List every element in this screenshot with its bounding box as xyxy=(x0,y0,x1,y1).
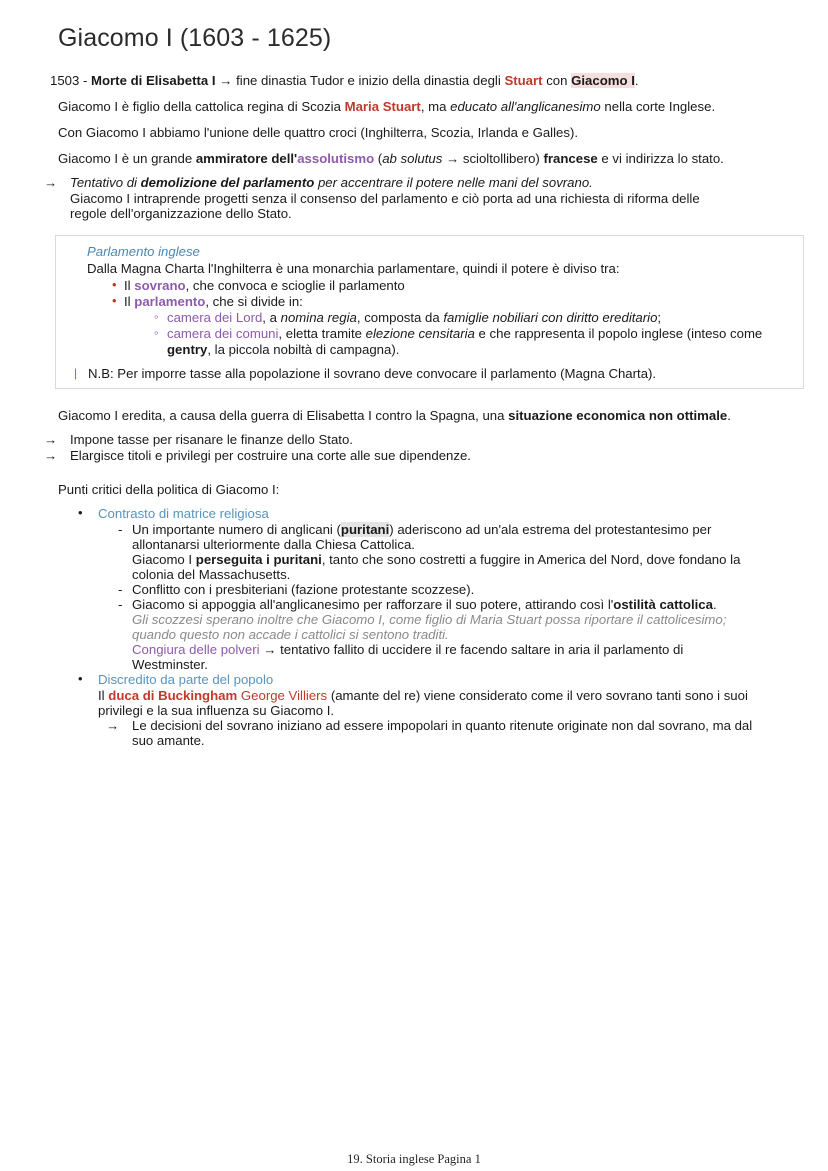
absolutism-arrow: → xyxy=(442,151,463,166)
parlamento-pre: Il xyxy=(124,294,135,309)
con-text: con xyxy=(542,73,572,88)
massachusetts-line: colonia del Massachusetts. xyxy=(132,567,291,582)
persecution-line xyxy=(0,552,828,567)
year-label: 1503 - xyxy=(50,73,88,88)
nb-note xyxy=(74,366,793,381)
absolutism-paren-close: ) xyxy=(535,151,544,166)
perseguita-bold: perseguita i puritani xyxy=(195,552,322,567)
anglicanesimo-italic: educato all'anglicanesimo xyxy=(450,99,601,114)
francese-bold: francese xyxy=(543,151,598,166)
arrow-1: → xyxy=(219,73,233,88)
religious-contrast-label: Contrasto di matrice religiosa xyxy=(98,506,269,521)
duca-buckingham-keyword: duca di Buckingham xyxy=(108,688,238,703)
arrow-icon: → xyxy=(44,448,58,463)
parliament-note-box xyxy=(55,235,804,389)
list-item xyxy=(0,522,828,537)
giacomo-highlight: Giacomo I xyxy=(571,73,635,88)
absolutism-paren-open: ( xyxy=(374,151,383,166)
arrow-icon: → xyxy=(106,718,120,733)
ostilita-cattolica-bold: ostilità cattolica xyxy=(613,597,713,612)
gunpowder-plot-line xyxy=(0,642,828,657)
projects-line-2: regole dell'organizzazione dello Stato. xyxy=(70,206,292,221)
maria-post-text: nella corte Inglese. xyxy=(600,99,716,114)
titles-text: Elargisce titoli e privilegi per costruire una corte alle sue dipendenze. xyxy=(70,448,471,463)
plot-text: tentativo fallito di uccidere il re facendo saltare in aria il parlamento di xyxy=(280,642,684,657)
death-elizabeth-label: Morte di Elisabetta I xyxy=(91,73,216,88)
list-item xyxy=(112,294,793,309)
maria-stuart-keyword: Maria Stuart xyxy=(344,99,421,114)
nomina-regia-italic: nomina regia xyxy=(280,310,357,325)
absolutism-pre: Giacomo I è un grande xyxy=(58,151,196,166)
situazione-economica-bold: situazione economica non ottimale xyxy=(508,408,728,423)
sovrano-pre: Il xyxy=(124,278,135,293)
puritani-pre: Un importante numero di anglicani ( xyxy=(132,522,341,537)
economy-post: . xyxy=(727,408,731,423)
puritani-highlight: puritani xyxy=(340,522,390,537)
buckingham-pre: Il xyxy=(98,688,109,703)
stuart-keyword: Stuart xyxy=(504,73,543,88)
page-footer: 19. Storia inglese Pagina 1 xyxy=(347,1152,481,1166)
george-villiers-name: George Villiers xyxy=(237,688,328,703)
list-item-religious-contrast xyxy=(0,506,828,521)
puritani-post: ) aderiscono ad un'ala estrema del protestantesimo per xyxy=(389,522,712,537)
plot-arrow: → xyxy=(259,642,281,657)
arrow-icon: → xyxy=(44,432,58,447)
camera-comuni-keyword: camera dei comuni xyxy=(167,326,279,341)
maria-mid-text: , ma xyxy=(420,99,451,114)
notes-body xyxy=(0,73,828,748)
absolutism-post: e vi indirizza lo stato. xyxy=(597,151,724,166)
list-item: - Conflitto con i presbiteriani (fazione protestante scozzese). xyxy=(0,582,828,597)
gentry-rest: , la piccola nobiltà di campagna). xyxy=(207,342,400,357)
privilegi-line: privilegi e la sua influenza su Giacomo I. xyxy=(98,703,335,718)
magna-charta-lead: Dalla Magna Charta l'Inghilterra è una monarchia parlamentare, quindi il potere è diviso tra: xyxy=(87,261,620,276)
scots-note-line-1: Gli scozzesi sperano inoltre che Giacomo I, come figlio di Maria Stuart possa riportare il cattolicesimo; xyxy=(132,612,727,627)
comuni-mid2: e che rappresenta il popolo inglese (inteso come xyxy=(474,326,763,341)
lord-mid2: , composta da xyxy=(356,310,444,325)
tentativo-italic: Tentativo di xyxy=(70,175,141,190)
buckingham-post: (amante del re) viene considerato come il vero sovrano tanti sono i suoi xyxy=(327,688,748,703)
arrow-icon: → xyxy=(44,175,58,190)
ab-solutus-italic: ab solutus xyxy=(382,151,443,166)
anglicanesimo-post: . xyxy=(712,597,717,612)
list-item xyxy=(112,278,793,293)
maria-stuart-line xyxy=(0,99,828,114)
famiglie-nobiliari-italic: famiglie nobiliari con diritto ereditario xyxy=(443,310,658,325)
sovrano-post: , che convoca e scioglie il parlamento xyxy=(185,278,405,293)
unpopular-text: Le decisioni del sovrano iniziano ad essere impopolari in quanto ritenute originate non dal sovrano, ma dal xyxy=(132,718,753,733)
list-item xyxy=(0,597,828,612)
sciolto-libero-text: scioltollibero xyxy=(462,151,536,166)
sovrano-keyword: sovrano xyxy=(134,278,186,293)
assolutismo-keyword: assolutismo xyxy=(297,151,375,166)
suo-amante-line: suo amante. xyxy=(132,733,205,748)
demolition-arrow-item xyxy=(0,175,828,190)
elezione-censitaria-italic: elezione censitaria xyxy=(365,326,475,341)
demolizione-bold-italic: demolizione del parlamento xyxy=(140,175,315,190)
nb-marker-icon: | xyxy=(74,366,78,380)
dated-entry-1503 xyxy=(0,73,828,88)
maria-pre-text: Giacomo I è figlio della cattolica regina di Scozia xyxy=(58,99,345,114)
tudor-text: fine dinastia Tudor e inizio della dinastia degli xyxy=(236,73,505,88)
list-item xyxy=(154,310,793,325)
lord-post: ; xyxy=(657,310,662,325)
list-item-discredit xyxy=(0,672,828,687)
westminster-line: Westminster. xyxy=(132,657,208,672)
persecution-pre: Giacomo I xyxy=(132,552,196,567)
puritani-continuation: allontanarsi ulteriormente dalla Chiesa Cattolica. xyxy=(132,537,415,552)
list-item xyxy=(154,326,793,341)
period-1: . xyxy=(634,73,639,88)
lord-mid: , a xyxy=(262,310,281,325)
comuni-mid: , eletta tramite xyxy=(278,326,366,341)
four-crosses-line: Con Giacomo I abbiamo l'unione delle quattro croci (Inghilterra, Scozia, Irlanda e Galles). xyxy=(58,125,579,140)
camera-lord-keyword: camera dei Lord xyxy=(167,310,263,325)
titles-arrow-item xyxy=(0,448,828,463)
ammiratore-bold: ammiratore dell' xyxy=(195,151,298,166)
gentry-continuation xyxy=(167,342,793,357)
critical-heading: Punti critici della politica di Giacomo I: xyxy=(58,482,280,497)
parlamento-keyword: parlamento xyxy=(134,294,206,309)
gentry-bold: gentry xyxy=(167,342,208,357)
discredit-label: Discredito da parte del popolo xyxy=(98,672,274,687)
page-title: Giacomo I (1603 - 1625) xyxy=(58,24,332,52)
unpopular-arrow-item xyxy=(0,718,828,733)
tax-arrow-item xyxy=(0,432,828,447)
scots-note-line-2: quando questo non accade i cattolici si sentono traditi. xyxy=(132,627,449,642)
demolition-rest: per accentrare il potere nelle mani del sovrano. xyxy=(314,175,593,190)
congiura-polveri-keyword: Congiura delle polveri xyxy=(132,642,260,657)
absolutism-line xyxy=(0,151,828,166)
buckingham-line xyxy=(0,688,828,703)
economy-pre: Giacomo I eredita, a causa della guerra di Elisabetta I contro la Spagna, una xyxy=(58,408,509,423)
projects-line-1: Giacomo I intraprende progetti senza il consenso del parlamento e ciò porta ad una richiesta di riforma delle xyxy=(70,191,700,206)
anglicanesimo-pre: Giacomo si appoggia all'anglicanesimo per rafforzare il suo potere, attirando così l' xyxy=(132,597,614,612)
nb-text: N.B: Per imporre tasse alla popolazione il sovrano deve convocare il parlamento (Magna Charta). xyxy=(88,366,657,381)
economy-block xyxy=(0,408,828,463)
tax-text: Impone tasse per risanare le finanze dello Stato. xyxy=(70,432,353,447)
parlamento-post: , che si divide in: xyxy=(205,294,303,309)
persecution-post: , tanto che sono costretti a fuggire in America del Nord, dove fondano la xyxy=(321,552,741,567)
critical-points-block xyxy=(0,482,828,748)
parliament-box-title: Parlamento inglese xyxy=(87,244,200,259)
economy-line xyxy=(0,408,828,423)
